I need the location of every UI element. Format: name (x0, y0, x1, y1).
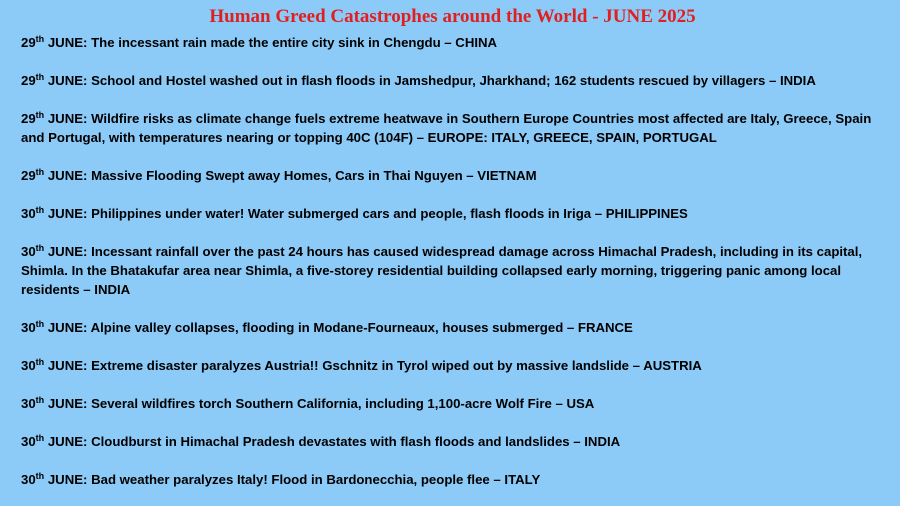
list-item (21, 109, 884, 147)
entry-text: Wildfire risks as climate change fuels extreme heatwave in Southern Europe Countries most affected are Italy, Greece, Spain and Portugal, with temperatures nearing or topping 40C (104F) – EUROPE: ITALY, GREECE, SPAIN, PORTUGAL (21, 111, 872, 145)
entry-date (21, 358, 87, 373)
entry-date (21, 434, 87, 449)
entry-day-suffix: th (35, 471, 45, 481)
entry-text: The incessant rain made the entire city sink in Chengdu – CHINA (91, 35, 498, 50)
entry-date (21, 168, 87, 183)
entry-day-suffix: th (35, 110, 45, 120)
entry-day: 30 (21, 434, 36, 449)
entry-month: JUNE: (47, 434, 88, 449)
entry-day-suffix: th (35, 205, 45, 215)
list-item (21, 356, 884, 375)
list-item (21, 432, 884, 451)
entry-day-suffix: th (35, 395, 45, 405)
entry-day-suffix: th (35, 243, 45, 253)
entry-date (21, 244, 87, 259)
entry-month: JUNE: (47, 35, 88, 50)
entry-date (21, 35, 87, 50)
entry-text: School and Hostel washed out in flash floods in Jamshedpur, Jharkhand; 162 students rescued by villagers – INDIA (91, 73, 816, 88)
entry-day-suffix: th (35, 319, 45, 329)
entry-day-suffix: th (35, 167, 45, 177)
entry-list (21, 33, 884, 489)
entry-day: 30 (21, 244, 36, 259)
entry-day-suffix: th (35, 357, 45, 367)
entry-day: 30 (21, 396, 36, 411)
entry-date (21, 111, 87, 126)
entry-date (21, 206, 87, 221)
list-item (21, 71, 884, 90)
entry-text: Bad weather paralyzes Italy! Flood in Bardonecchia, people flee – ITALY (91, 472, 541, 487)
entry-month: JUNE: (47, 206, 88, 221)
list-item (21, 318, 884, 337)
entry-day: 29 (21, 111, 36, 126)
entry-text: Alpine valley collapses, flooding in Modane-Fourneaux, houses submerged – FRANCE (90, 320, 633, 335)
list-item (21, 470, 884, 489)
entry-day-suffix: th (35, 433, 45, 443)
entry-text: Several wildfires torch Southern California, including 1,100-acre Wolf Fire – USA (91, 396, 595, 411)
entry-month: JUNE: (47, 111, 88, 126)
entry-month: JUNE: (47, 320, 88, 335)
entry-month: JUNE: (47, 358, 88, 373)
entry-text: Cloudburst in Himachal Pradesh devastates with flash floods and landslides – INDIA (91, 434, 621, 449)
list-item (21, 166, 884, 185)
entry-day: 30 (21, 472, 36, 487)
list-item (21, 204, 884, 223)
list-item (21, 33, 884, 52)
page-title: Human Greed Catastrophes around the World - JUNE 2025 (209, 6, 696, 27)
entry-day: 29 (21, 35, 36, 50)
entry-month: JUNE: (47, 73, 88, 88)
entry-month: JUNE: (47, 168, 88, 183)
entry-date (21, 396, 87, 411)
entry-date (21, 73, 87, 88)
entry-day: 30 (21, 320, 36, 335)
entry-day: 29 (21, 73, 36, 88)
entry-date (21, 320, 87, 335)
entry-month: JUNE: (47, 396, 88, 411)
entry-date (21, 472, 87, 487)
entry-text: Extreme disaster paralyzes Austria!! Gschnitz in Tyrol wiped out by massive landslide – AUSTRIA (91, 358, 702, 373)
entry-month: JUNE: (47, 472, 88, 487)
entry-text: Incessant rainfall over the past 24 hours has caused widespread damage across Himachal Pradesh, including in its capital, Shimla. In the Bhatakufar area near Shimla, a five-storey residential building collapsed early morning, triggering panic among local residents – INDIA (21, 244, 863, 297)
entry-day: 29 (21, 168, 36, 183)
entry-day-suffix: th (35, 34, 45, 44)
list-item (21, 242, 884, 299)
entry-day-suffix: th (35, 72, 45, 82)
list-item (21, 394, 884, 413)
entry-text: Massive Flooding Swept away Homes, Cars in Thai Nguyen – VIETNAM (91, 168, 537, 183)
entry-day: 30 (21, 358, 36, 373)
entry-text: Philippines under water! Water submerged cars and people, flash floods in Iriga – PHILIPPINES (91, 206, 688, 221)
entry-month: JUNE: (47, 244, 88, 259)
entry-day: 30 (21, 206, 36, 221)
